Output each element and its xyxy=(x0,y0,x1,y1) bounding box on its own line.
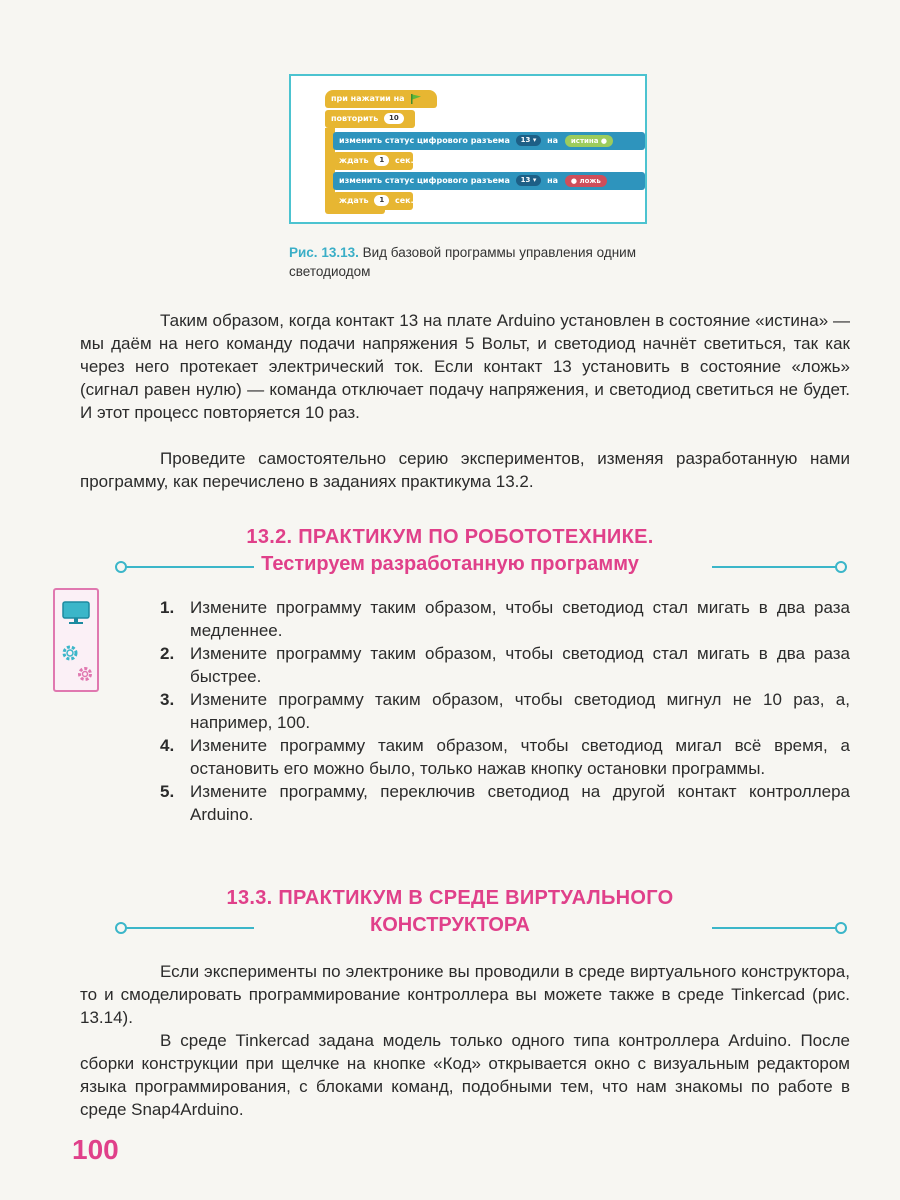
block-wait-1 xyxy=(333,152,413,170)
list-item xyxy=(160,780,850,826)
list-item-number: 4. xyxy=(160,736,175,755)
list-item xyxy=(160,734,850,780)
block-when-clicked xyxy=(325,90,437,108)
list-item-number: 5. xyxy=(160,782,175,801)
set-pin-label-2: изменить статус цифрового разъема xyxy=(339,176,510,185)
page-number: 100 xyxy=(72,1134,119,1165)
block-when-clicked-label: при нажатии на xyxy=(331,94,405,103)
figure-caption-text: Вид базовой программы управления одним светодиодом xyxy=(289,245,636,279)
repeat-count: 10 xyxy=(384,113,404,124)
task-list xyxy=(160,596,850,826)
section-13-2-dot-right xyxy=(835,561,847,573)
list-item-text: Измените программу, переключив светодиод на другой контакт контроллера Arduino. xyxy=(190,782,850,824)
value-false-label: ложь xyxy=(579,176,601,185)
practicum-icon-panel xyxy=(53,588,99,692)
wait-value-2: 1 xyxy=(374,195,389,206)
list-item xyxy=(160,642,850,688)
on-word-1: на xyxy=(547,136,559,145)
block-repeat xyxy=(325,110,415,128)
figure-program-blocks xyxy=(289,74,647,224)
paragraph-2: Проведите самостоятельно серию экспериментов, изменяя разработанную нами программу, как перечислено в заданиях практикума 13.2. xyxy=(80,449,850,491)
wait-label-1: ждать xyxy=(339,156,369,165)
section-13-3-dot-right xyxy=(835,922,847,934)
monitor-icon xyxy=(61,600,91,626)
figure-number: Рис. 13.13. xyxy=(289,245,359,260)
set-pin-label-1: изменить статус цифрового разъема xyxy=(339,136,510,145)
paragraph-1: Таким образом, когда контакт 13 на плате Arduino установлен в состояние «истина» — мы даём на него команду подачи напряжения 5 Вольт, и светодиод начнёт светиться, так как через него протекает электрический ток. Если контакт 13 установить в состояние «ложь» (сигнал равен нулю) — команда отключает подачу напряжения, и светодиод светиться не будет. И этот процесс повторяется 10 раз. xyxy=(80,311,850,422)
sec-label-1: сек. xyxy=(394,156,414,165)
paragraph-4: В среде Tinkercad задана модель только одного типа контроллера Arduino. После сборки конструкции при щелчке на кнопке «Код» открывается окно с визуальным редактором языка программирования, с блоками команд, подобными тем, что нам знакомы по работе в среде Snap4Arduino. xyxy=(80,1031,850,1119)
section-13-3-title-line1: 13.3. ПРАКТИКУМ В СРЕДЕ ВИРТУАЛЬНОГО xyxy=(226,887,674,909)
block-set-pin-false xyxy=(333,172,645,190)
list-item-text: Измените программу таким образом, чтобы светодиод стал мигать в два раза медленнее. xyxy=(190,598,850,640)
pin-select-1: 13 ▾ xyxy=(516,135,542,146)
wait-value-1: 1 xyxy=(374,155,389,166)
value-true: истина ● xyxy=(565,135,613,147)
list-item-text: Измените программу таким образом, чтобы светодиод стал мигать в два раза быстрее. xyxy=(190,644,850,686)
list-item xyxy=(160,596,850,642)
small-gear-icon xyxy=(75,664,95,684)
block-repeat-label: повторить xyxy=(331,114,379,123)
list-item-number: 3. xyxy=(160,690,175,709)
wait-label-2: ждать xyxy=(339,196,369,205)
list-item-text: Измените программу таким образом, чтобы светодиод мигал всё время, а остановить его можно было, только нажав кнопку остановки программы. xyxy=(190,736,850,778)
value-true-label: истина xyxy=(570,136,599,145)
figure-caption xyxy=(289,243,709,281)
block-wait-2 xyxy=(333,192,413,210)
section-13-3-title-line2: КОНСТРУКТОРА xyxy=(370,914,530,936)
paragraph-3: Если эксперименты по электронике вы проводили в среде виртуального конструктора, то и смоделировать программирование контроллера вы можете также в среде Tinkercad (рис. 13.14). xyxy=(80,962,850,1027)
section-13-3-rule-right xyxy=(712,927,836,929)
gear-icon xyxy=(59,642,81,664)
green-flag-icon xyxy=(410,93,422,105)
section-13-2-subtitle: Тестируем разработанную программу xyxy=(261,553,639,575)
list-item xyxy=(160,688,850,734)
section-13-2-title: 13.2. ПРАКТИКУМ ПО РОБОТОТЕХНИКЕ. xyxy=(246,526,654,548)
on-word-2: на xyxy=(547,176,559,185)
value-false: ● ложь xyxy=(565,175,607,187)
list-item-number: 2. xyxy=(160,644,175,663)
block-set-pin-true xyxy=(333,132,645,150)
section-13-2-rule-right xyxy=(712,566,836,568)
sec-label-2: сек. xyxy=(394,196,414,205)
pin-select-2: 13 ▾ xyxy=(516,175,542,186)
list-item-number: 1. xyxy=(160,598,175,617)
list-item-text: Измените программу таким образом, чтобы светодиод мигнул не 10 раз, а, например, 100. xyxy=(190,690,850,732)
